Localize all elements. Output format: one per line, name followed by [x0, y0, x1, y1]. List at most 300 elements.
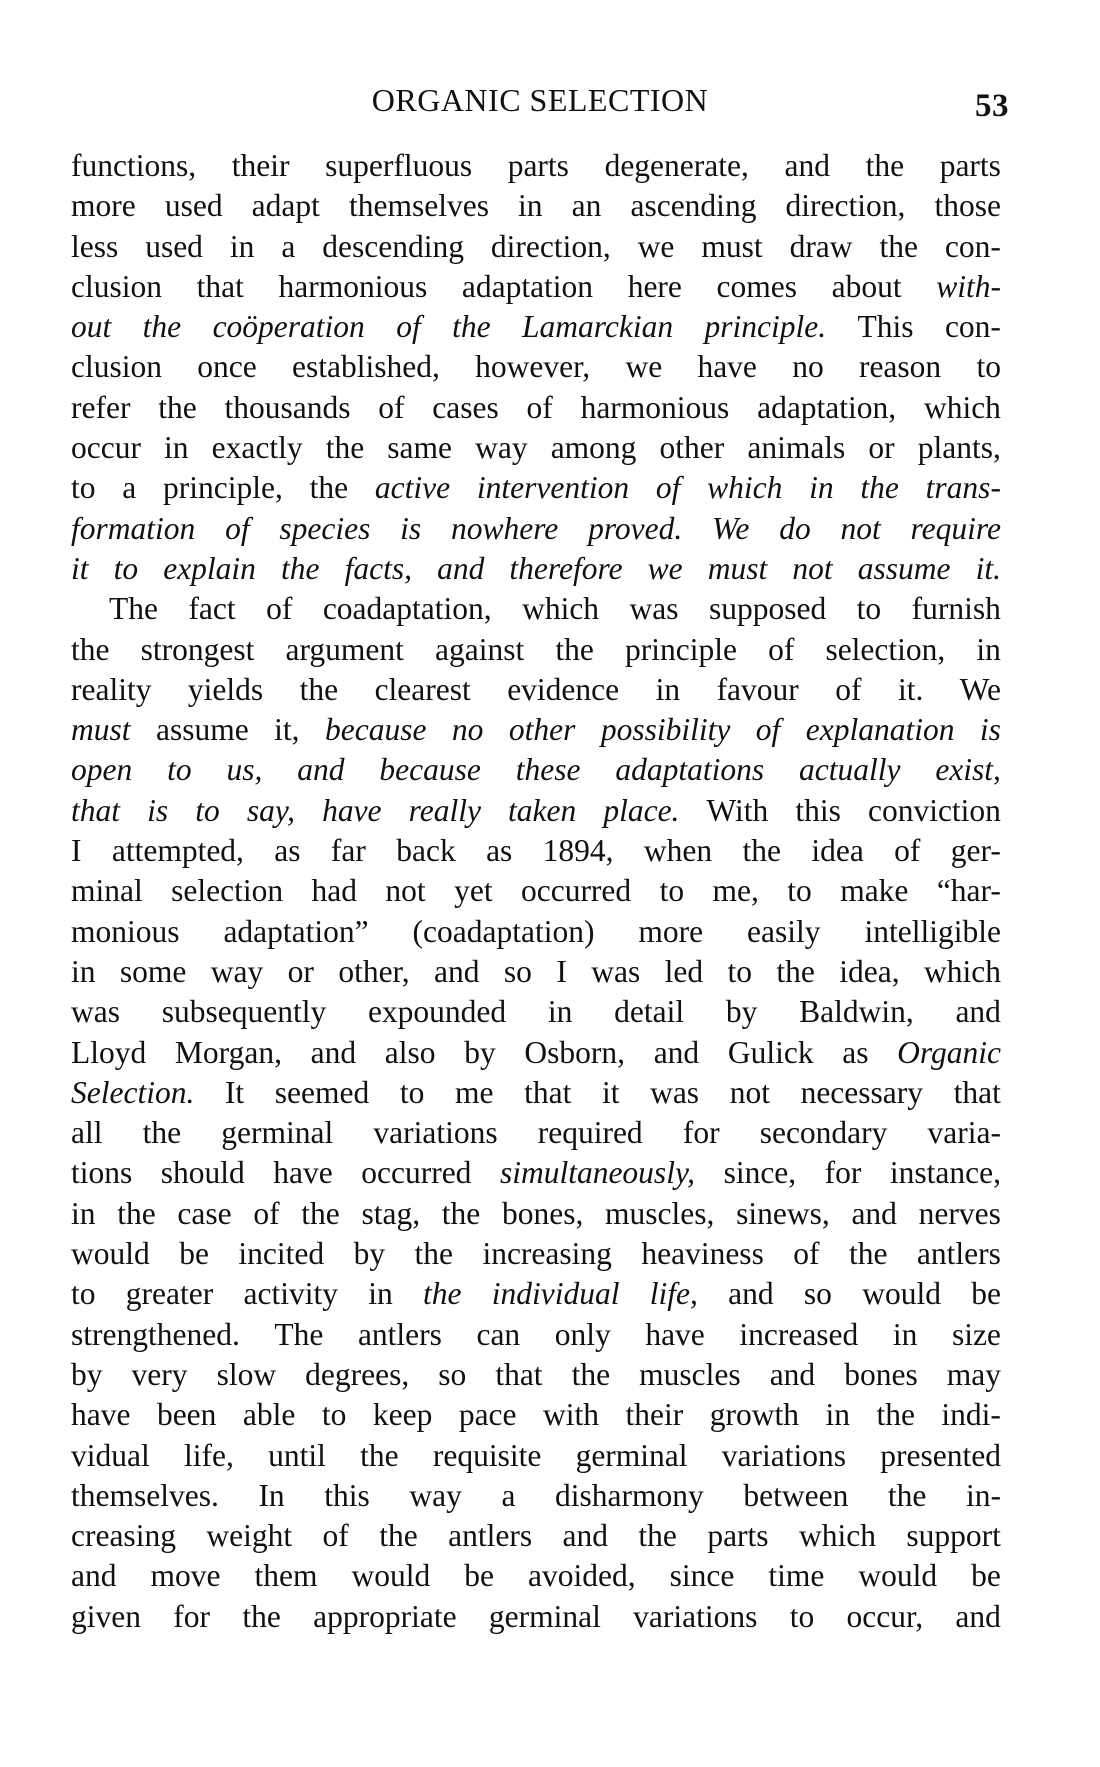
word: same	[387, 430, 453, 466]
word: harmonious	[580, 389, 730, 425]
word: and	[955, 1598, 1001, 1634]
word: in	[547, 994, 573, 1030]
word: in	[809, 470, 834, 506]
word: and	[851, 1195, 897, 1231]
word: the	[876, 1397, 915, 1433]
word: of	[835, 671, 862, 707]
word: was	[629, 591, 679, 627]
word: 1894,	[542, 833, 614, 869]
word: keep	[372, 1397, 433, 1433]
word: seemed	[274, 1074, 370, 1110]
word: in	[71, 1195, 96, 1231]
word: muscles	[639, 1356, 741, 1392]
word: however,	[475, 349, 591, 385]
word: we	[637, 228, 675, 264]
word: have	[645, 1316, 705, 1352]
word: Selection.	[71, 1074, 195, 1110]
word: the	[281, 550, 320, 586]
word: been	[156, 1397, 217, 1433]
word: the	[571, 1356, 611, 1392]
word: here	[627, 268, 682, 304]
word: with	[543, 1397, 600, 1433]
word: a	[281, 228, 296, 264]
word: of	[253, 1195, 280, 1231]
word: their	[625, 1397, 684, 1433]
word: an	[571, 188, 602, 224]
text-line	[71, 1194, 1001, 1234]
word: was	[591, 953, 641, 989]
word: very	[131, 1356, 188, 1392]
word: is	[979, 712, 1001, 748]
word: is	[400, 510, 422, 546]
word: We	[712, 510, 750, 546]
word: adaptation,	[757, 389, 897, 425]
word: functions,	[71, 148, 197, 183]
word: in	[892, 1316, 918, 1352]
word: would	[858, 1558, 938, 1594]
word: also	[384, 1034, 436, 1070]
word: move	[150, 1558, 221, 1594]
word: Baldwin,	[799, 994, 914, 1030]
word: no	[792, 349, 824, 385]
text-line	[71, 831, 1001, 871]
word: all	[71, 1115, 103, 1151]
word: other,	[338, 953, 410, 989]
word: must	[701, 228, 763, 264]
word: refer	[71, 389, 131, 425]
word: way	[475, 430, 528, 466]
word: in	[976, 631, 1001, 667]
text-line	[71, 791, 1001, 831]
word: principle,	[163, 470, 283, 506]
word: say,	[246, 792, 295, 828]
word: led	[664, 953, 704, 989]
word: to	[399, 1074, 425, 1110]
word: of	[793, 1236, 820, 1272]
word: would	[862, 1276, 941, 1312]
word: Organic	[897, 1034, 1001, 1070]
word: parts	[707, 1518, 769, 1554]
word: used	[164, 188, 223, 224]
word: The	[109, 591, 158, 627]
word: appropriate	[313, 1598, 457, 1634]
word: assume	[857, 550, 951, 586]
word: variations	[633, 1598, 758, 1634]
word: which	[924, 953, 1001, 989]
word: as	[274, 833, 301, 869]
word: a	[501, 1477, 516, 1513]
word: so	[503, 953, 532, 989]
word: to	[113, 550, 139, 586]
word: we	[625, 349, 663, 385]
word: would	[71, 1236, 150, 1272]
word: yields	[187, 671, 264, 707]
word: these	[515, 752, 581, 788]
word: degenerate,	[604, 148, 749, 183]
word: idea,	[839, 953, 900, 989]
word: animals	[747, 430, 846, 466]
text-line	[71, 1315, 1001, 1355]
word: really	[408, 792, 481, 828]
word: It	[224, 1074, 245, 1110]
word: be	[464, 1558, 495, 1594]
word: vidual	[71, 1437, 150, 1473]
word: not	[385, 873, 426, 909]
text-line	[71, 1234, 1001, 1274]
word: it	[71, 550, 89, 586]
word: harmonious	[278, 268, 428, 304]
text-line	[71, 1476, 1001, 1516]
word: This	[857, 309, 914, 345]
word: ger-	[950, 833, 1001, 869]
word: actually	[798, 752, 901, 788]
word: taken	[508, 792, 577, 828]
word: furnish	[911, 591, 1001, 627]
word: cases	[432, 389, 499, 425]
word: to	[71, 1276, 96, 1312]
word: which	[707, 470, 783, 506]
word: and	[310, 1034, 357, 1070]
text-line	[71, 1436, 1001, 1476]
text-line	[71, 1113, 1001, 1153]
word: by	[71, 1356, 103, 1392]
text-line	[71, 630, 1001, 670]
word: secondary	[759, 1115, 888, 1151]
word: possibility	[600, 712, 731, 748]
word: bones,	[501, 1195, 584, 1231]
word: to	[727, 953, 752, 989]
word: nerves	[918, 1195, 1001, 1231]
word: the	[848, 1236, 888, 1272]
word: have	[322, 792, 382, 828]
word: the	[452, 309, 491, 345]
word: able	[242, 1397, 296, 1433]
word: so	[438, 1356, 467, 1392]
word: to	[856, 591, 882, 627]
word: germinal	[221, 1115, 334, 1151]
word: necessary	[800, 1074, 923, 1110]
word: should	[160, 1155, 245, 1191]
word: Osborn,	[524, 1034, 626, 1070]
word: support	[906, 1518, 1001, 1554]
word: be	[971, 1558, 1001, 1594]
word: had	[311, 873, 358, 909]
word: in	[164, 430, 189, 466]
word: out	[71, 309, 112, 345]
word: I	[556, 953, 567, 989]
word: other	[508, 712, 576, 748]
word: do	[779, 510, 811, 546]
word: argument	[285, 631, 404, 667]
word: of	[894, 833, 921, 869]
word: that	[524, 1074, 572, 1110]
word: in-	[966, 1477, 1001, 1513]
word: therefore	[509, 550, 623, 586]
page-number: 53	[975, 88, 1009, 124]
word: idea	[811, 833, 864, 869]
word: of	[655, 470, 681, 506]
word: since,	[723, 1155, 797, 1191]
word: adaptation”	[223, 913, 369, 949]
word: and	[71, 1558, 117, 1594]
word: this	[795, 792, 841, 828]
word: by	[464, 1034, 496, 1070]
word: reality	[71, 671, 152, 707]
word: not	[729, 1074, 770, 1110]
word: the	[860, 470, 899, 506]
word: can	[476, 1316, 521, 1352]
word: germinal	[575, 1437, 688, 1473]
word: sinews,	[736, 1195, 830, 1231]
word: must	[71, 712, 131, 748]
word: requisite	[432, 1437, 542, 1473]
word: to	[167, 752, 192, 788]
word: and	[784, 148, 830, 183]
word: in	[71, 953, 96, 989]
word: of	[225, 510, 250, 546]
word: expounded	[367, 994, 507, 1030]
word: minal	[71, 873, 143, 909]
running-head	[71, 82, 1009, 122]
word: and	[437, 550, 485, 586]
word: strengthened.	[71, 1316, 240, 1352]
word: not	[840, 510, 881, 546]
word: occurred	[361, 1155, 472, 1191]
word: not	[792, 550, 833, 586]
word: intelligible	[864, 913, 1001, 949]
text-line	[71, 1274, 1001, 1314]
word: descending	[322, 228, 464, 264]
word: among	[550, 430, 637, 466]
word: the	[638, 1518, 677, 1554]
word: weight	[206, 1518, 293, 1554]
text-line	[71, 509, 1001, 549]
word: trans-	[925, 470, 1001, 506]
word: until	[268, 1437, 326, 1473]
word: their	[231, 148, 290, 183]
word: facts,	[344, 550, 412, 586]
word: varia-	[927, 1115, 1001, 1151]
word: it,	[274, 712, 300, 748]
word: the	[379, 1518, 418, 1554]
word: antlers	[448, 1518, 533, 1554]
text-line	[71, 992, 1001, 1032]
word: the	[309, 470, 349, 506]
word: in	[518, 188, 543, 224]
word: principle.	[704, 309, 827, 345]
word: favour	[716, 671, 799, 707]
word: in	[825, 1397, 850, 1433]
word: clearest	[374, 671, 471, 707]
word: in	[655, 671, 681, 707]
word: coöperation	[212, 309, 365, 345]
text-line	[71, 1395, 1001, 1435]
body-text	[71, 146, 1001, 1637]
word: nowhere	[450, 510, 559, 546]
word: a	[122, 470, 137, 506]
word: direction,	[785, 188, 906, 224]
word: no	[451, 712, 484, 748]
word: simultaneously,	[499, 1155, 696, 1191]
word: that	[196, 268, 244, 304]
word: against	[435, 631, 525, 667]
word: and	[769, 1356, 816, 1392]
word: assume	[155, 712, 249, 748]
word: make	[840, 873, 909, 909]
word: muscles,	[605, 1195, 715, 1231]
word: or	[287, 953, 314, 989]
text-line	[71, 871, 1001, 911]
word: would	[351, 1558, 431, 1594]
word: and	[728, 1276, 774, 1312]
word: must	[707, 550, 768, 586]
word: which	[923, 389, 1001, 425]
word: when	[643, 833, 713, 869]
word: the	[879, 228, 918, 264]
word: the	[360, 1437, 399, 1473]
word: individual	[491, 1276, 620, 1312]
word: about	[831, 268, 902, 304]
word: which	[798, 1518, 876, 1554]
word: was	[650, 1074, 700, 1110]
word: tions	[71, 1155, 133, 1191]
word: The	[274, 1316, 324, 1352]
word: incited	[238, 1236, 325, 1272]
word: with-	[936, 268, 1001, 304]
word: I	[71, 833, 82, 869]
word: species	[279, 510, 371, 546]
word: the	[242, 1598, 281, 1634]
word: which	[522, 591, 600, 627]
word: or	[868, 430, 895, 466]
word: them	[254, 1558, 318, 1594]
word: formation	[71, 510, 196, 546]
word: used	[145, 228, 203, 264]
text-line	[71, 750, 1001, 790]
text-line	[71, 428, 1001, 468]
word: Lloyd	[71, 1034, 147, 1070]
word: for	[824, 1155, 862, 1191]
word: in	[229, 228, 255, 264]
word: yet	[454, 873, 493, 909]
word: germinal	[488, 1598, 601, 1634]
word: place.	[603, 792, 680, 828]
word: detail	[614, 994, 685, 1030]
word: it.	[975, 550, 1001, 586]
word: have	[71, 1397, 131, 1433]
word: direction,	[490, 228, 611, 264]
word: exactly	[211, 430, 303, 466]
text-line	[71, 227, 1001, 267]
word: me	[455, 1074, 494, 1110]
word: this	[324, 1477, 370, 1513]
text-line	[71, 307, 1001, 347]
word: plants,	[917, 430, 1001, 466]
word: back	[396, 833, 456, 869]
word: less	[71, 228, 119, 264]
text-line	[71, 186, 1001, 226]
word: (coadaptation)	[412, 913, 595, 949]
word: and	[434, 953, 480, 989]
text-line	[71, 912, 1001, 952]
word: the	[142, 1115, 182, 1151]
word: proved.	[588, 510, 683, 546]
word: active	[374, 470, 451, 506]
word: stag,	[361, 1195, 421, 1231]
word: increasing	[482, 1236, 612, 1272]
word: avoided,	[528, 1558, 636, 1594]
word: established,	[292, 349, 440, 385]
text-line	[71, 146, 1001, 186]
word: and	[562, 1518, 608, 1554]
word: the	[441, 1195, 481, 1231]
word: have	[273, 1155, 333, 1191]
word: superfluous	[325, 148, 473, 183]
text-line	[71, 952, 1001, 992]
word: draw	[789, 228, 853, 264]
word: more	[638, 913, 704, 949]
word: We	[959, 671, 1001, 707]
word: In	[258, 1477, 285, 1513]
word: the	[887, 1477, 927, 1513]
word: occur,	[846, 1598, 924, 1634]
text-line	[71, 589, 1001, 629]
word: because	[325, 712, 427, 748]
word: With	[706, 792, 769, 828]
word: explain	[163, 550, 256, 586]
word: Gulick	[727, 1034, 814, 1070]
text-line	[71, 670, 1001, 710]
word: coadaptation,	[322, 591, 492, 627]
word: easily	[747, 913, 821, 949]
text-line	[71, 1355, 1001, 1395]
text-line	[71, 468, 1001, 508]
word: open	[71, 752, 133, 788]
word: of	[396, 309, 421, 345]
word: the	[555, 631, 594, 667]
word: thousands	[224, 389, 351, 425]
word: to	[976, 349, 1001, 385]
word: to	[659, 873, 685, 909]
word: of	[378, 389, 405, 425]
word: of	[755, 712, 781, 748]
word: life,	[649, 1276, 698, 1312]
word: reason	[858, 349, 942, 385]
word: to	[71, 470, 96, 506]
word: occur	[71, 430, 141, 466]
word: monious	[71, 913, 180, 949]
word: some	[119, 953, 187, 989]
word: of	[526, 389, 553, 425]
word: to	[321, 1397, 347, 1433]
word: that	[953, 1074, 1001, 1110]
word: so	[803, 1276, 832, 1312]
word: variations	[721, 1437, 847, 1473]
word: for	[173, 1598, 211, 1634]
word: required	[537, 1115, 643, 1151]
word: con-	[944, 228, 1001, 264]
word: slow	[216, 1356, 277, 1392]
word: clusion	[71, 268, 162, 304]
word: be	[971, 1276, 1001, 1312]
word: exist,	[935, 752, 1001, 788]
word: instance,	[889, 1155, 1001, 1191]
word: the	[742, 833, 781, 869]
word: activity	[243, 1276, 338, 1312]
text-line	[71, 1597, 1001, 1637]
word: parts	[939, 148, 1001, 183]
word: antlers	[357, 1316, 442, 1352]
